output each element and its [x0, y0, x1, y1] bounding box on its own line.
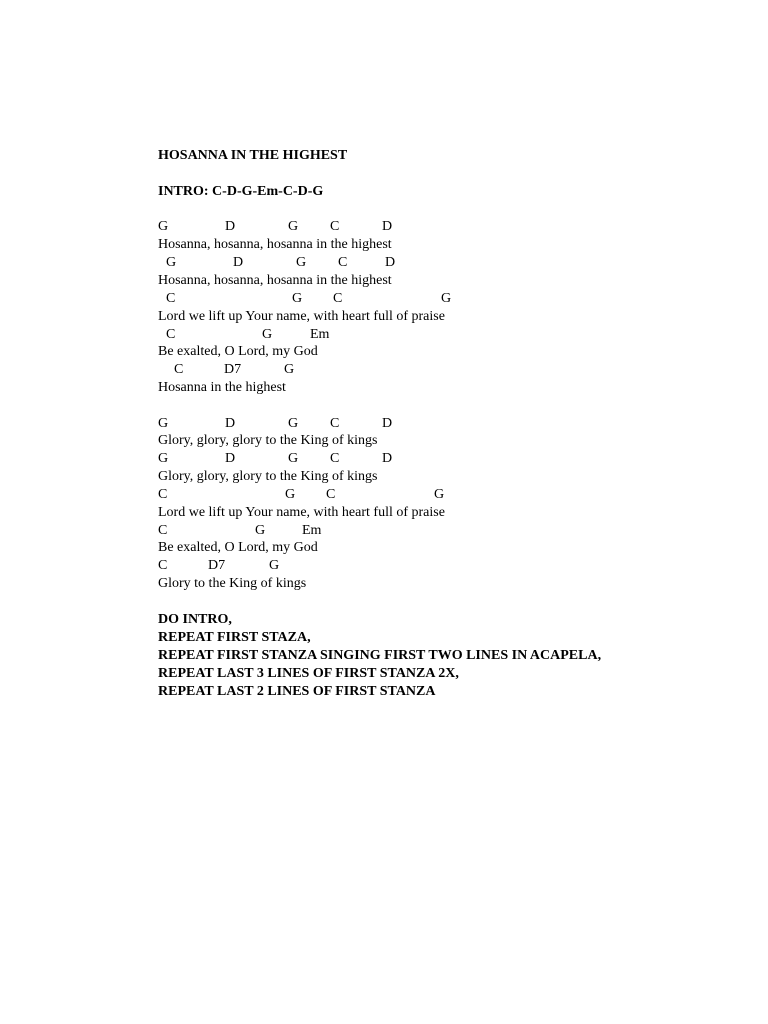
chord: Em	[302, 523, 322, 538]
lyric-line: Hosanna, hosanna, hosanna in the highest	[158, 237, 392, 252]
chord: C	[330, 219, 340, 234]
chord: D	[382, 451, 393, 466]
chord: G	[262, 327, 273, 342]
chord: C	[158, 523, 168, 538]
chord: G	[158, 219, 169, 234]
lyric-line: Glory, glory, glory to the King of kings	[158, 433, 378, 448]
chord: G	[434, 487, 445, 502]
instruction-line: REPEAT FIRST STANZA SINGING FIRST TWO LINES IN ACAPELA,	[158, 648, 602, 663]
song-title: HOSANNA IN THE HIGHEST	[158, 148, 348, 163]
lyric-line: Lord we lift up Your name, with heart full of praise	[158, 309, 445, 324]
chord: D	[385, 255, 396, 270]
chord: C	[330, 451, 340, 466]
chord: G	[441, 291, 452, 306]
intro-line: INTRO: C-D-G-Em-C-D-G	[158, 184, 324, 199]
chord: C	[333, 291, 343, 306]
chord: D	[225, 219, 236, 234]
chord: G	[288, 219, 299, 234]
lyric-line: Be exalted, O Lord, my God	[158, 540, 318, 555]
chord: D	[225, 451, 236, 466]
lyric-line: Be exalted, O Lord, my God	[158, 344, 318, 359]
chord: C	[338, 255, 348, 270]
chord: C	[158, 487, 168, 502]
chord: D7	[208, 558, 226, 573]
chord: G	[288, 416, 299, 431]
chord: G	[158, 416, 169, 431]
chord: D	[233, 255, 244, 270]
chord: C	[158, 558, 168, 573]
chord: G	[255, 523, 266, 538]
chord: C	[174, 362, 184, 377]
lyric-line: Hosanna, hosanna, hosanna in the highest	[158, 273, 392, 288]
chord: D	[225, 416, 236, 431]
chord: Em	[310, 327, 330, 342]
chord: G	[285, 487, 296, 502]
instruction-line: DO INTRO,	[158, 612, 232, 627]
lyric-line: Glory to the King of kings	[158, 576, 307, 591]
chord: D7	[224, 362, 242, 377]
chord: C	[166, 291, 176, 306]
chord: G	[296, 255, 307, 270]
chord: C	[330, 416, 340, 431]
chord: C	[326, 487, 336, 502]
chord: C	[166, 327, 176, 342]
chord: G	[292, 291, 303, 306]
chord: G	[284, 362, 295, 377]
chord: G	[166, 255, 177, 270]
instruction-line: REPEAT LAST 2 LINES OF FIRST STANZA	[158, 684, 436, 699]
lyric-line: Glory, glory, glory to the King of kings	[158, 469, 378, 484]
chord: G	[269, 558, 280, 573]
chord: G	[158, 451, 169, 466]
lyric-line: Lord we lift up Your name, with heart full of praise	[158, 505, 445, 520]
lyric-line: Hosanna in the highest	[158, 380, 286, 395]
chord: G	[288, 451, 299, 466]
chord: D	[382, 219, 393, 234]
chord: D	[382, 416, 393, 431]
instruction-line: REPEAT FIRST STAZA,	[158, 630, 311, 645]
instruction-line: REPEAT LAST 3 LINES OF FIRST STANZA 2X,	[158, 666, 459, 681]
